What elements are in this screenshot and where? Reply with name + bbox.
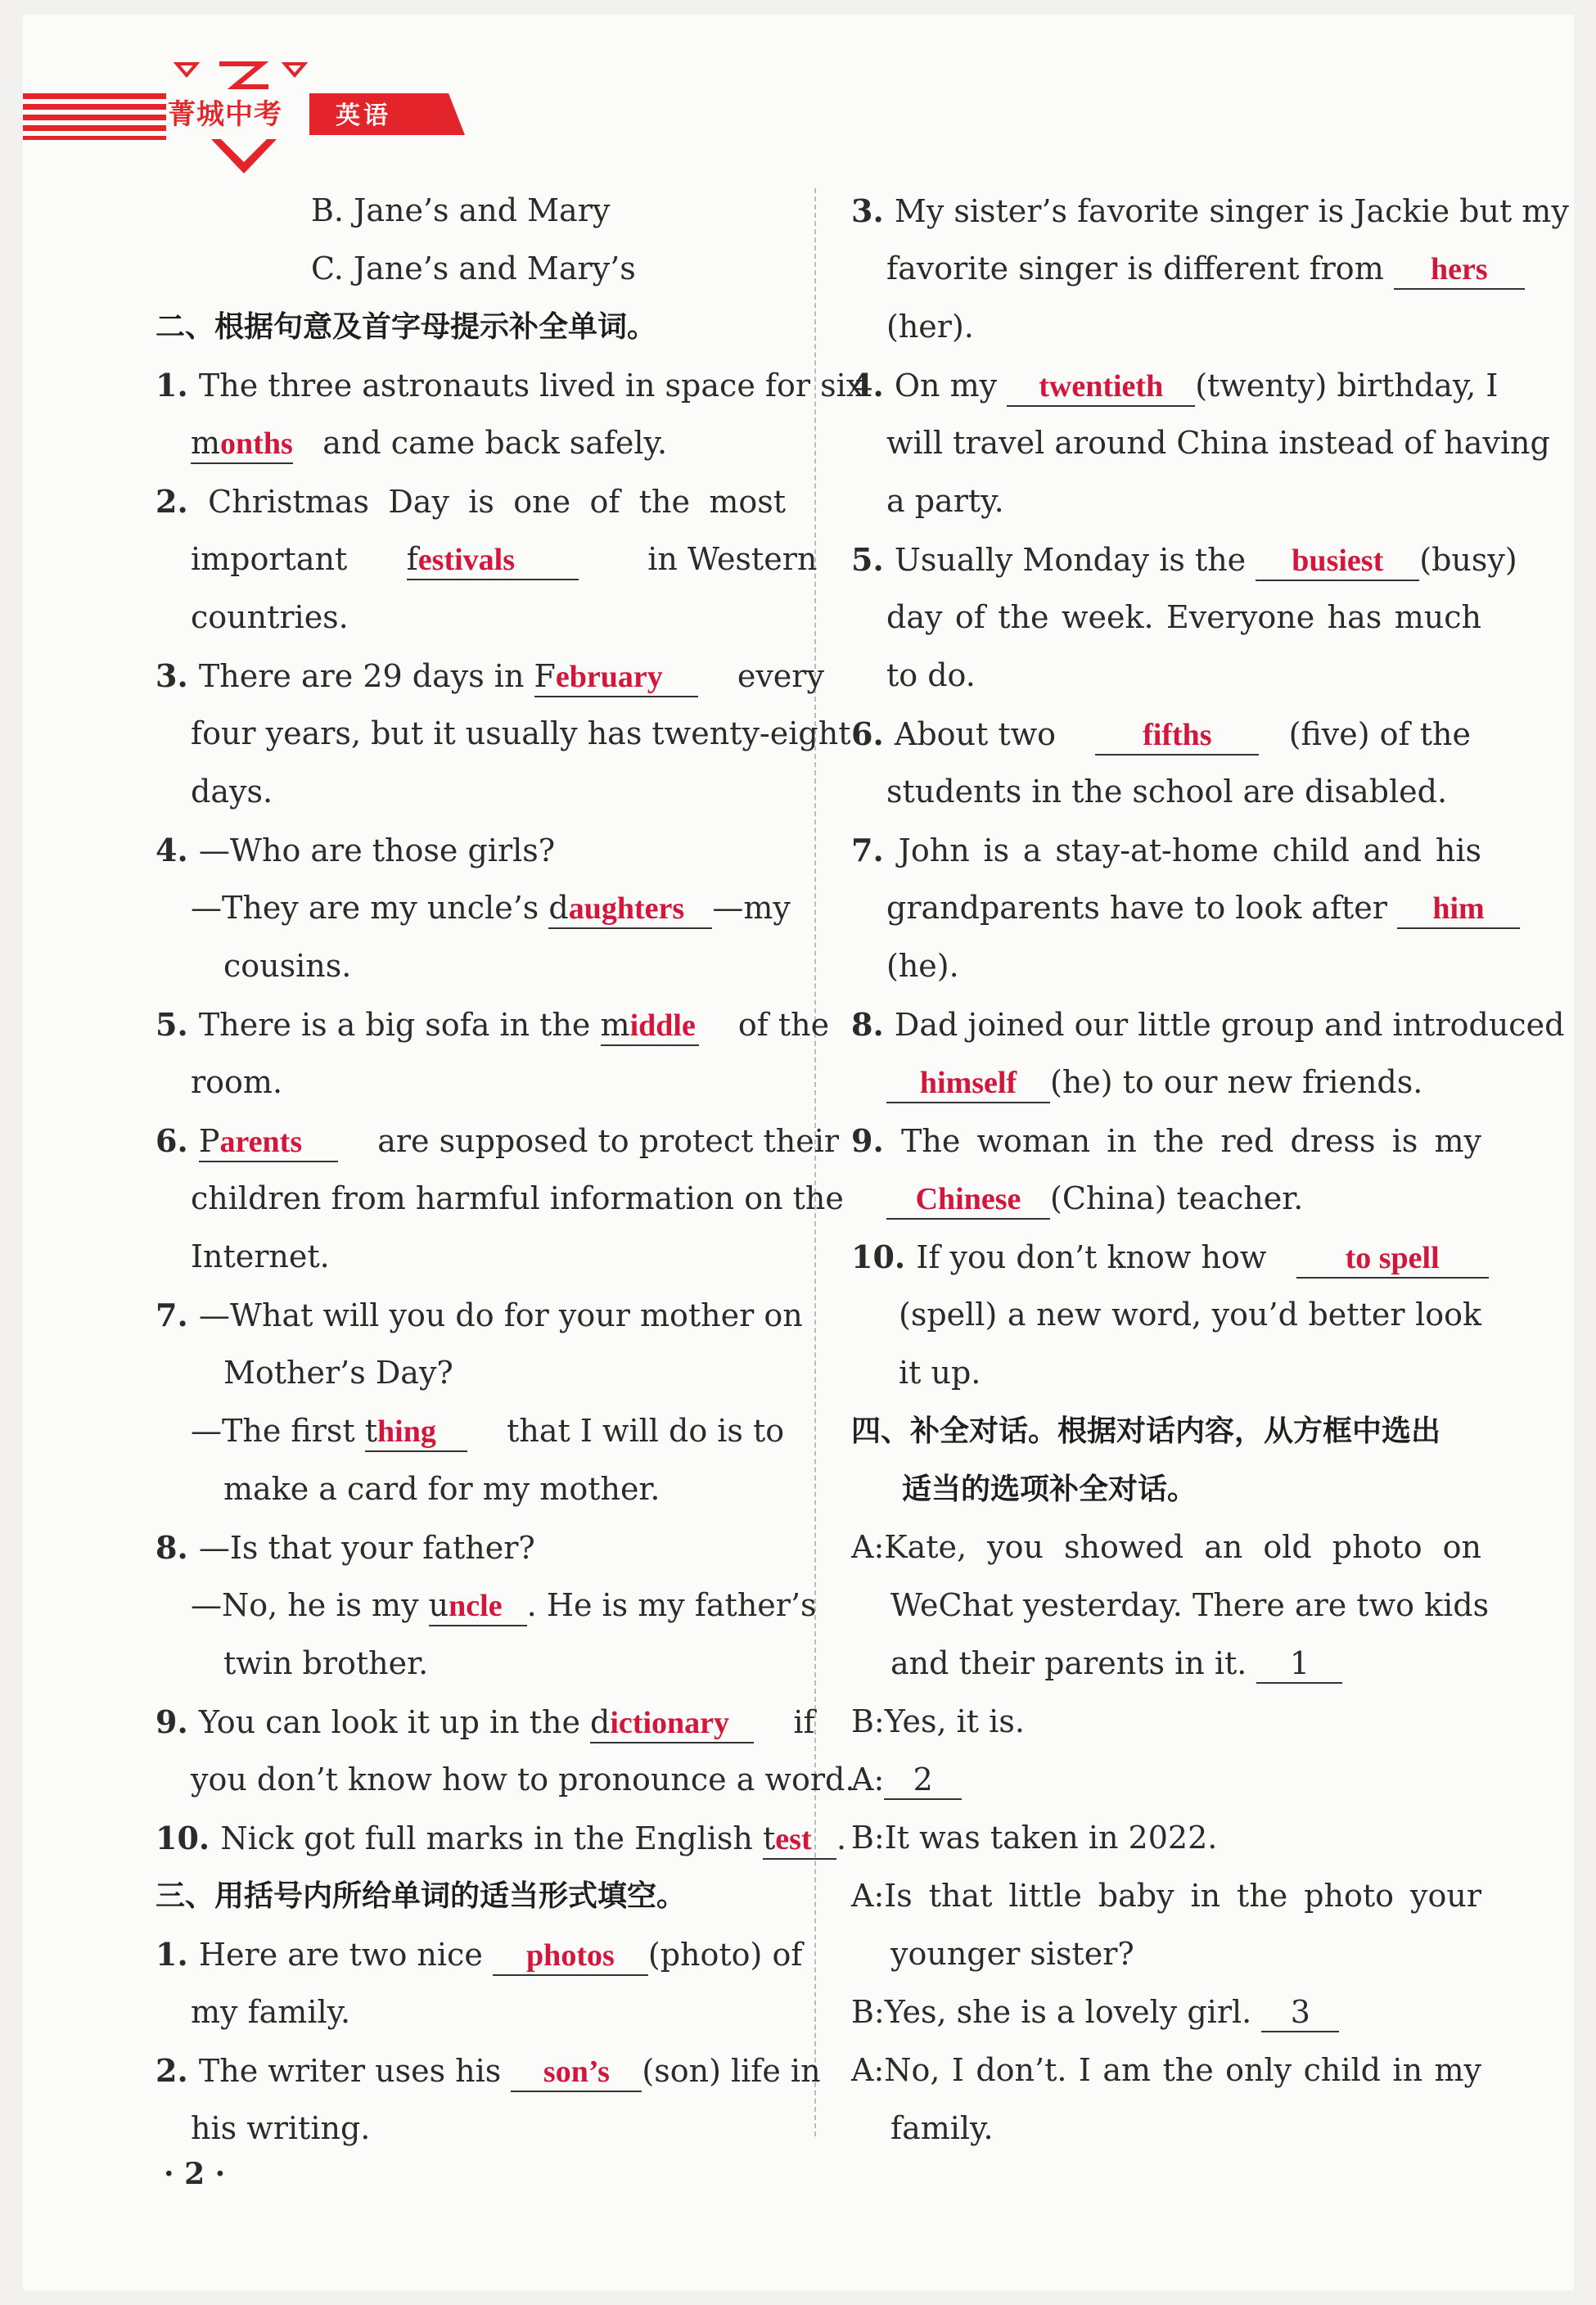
s2-q8-line2: —No, he is my uncle . He is my father’s bbox=[156, 1577, 786, 1635]
answer-blank: thing bbox=[365, 1412, 467, 1452]
answer-blank: test bbox=[763, 1820, 836, 1860]
answer-blank: uncle bbox=[429, 1586, 527, 1626]
dialog-blank-3: 3 bbox=[1261, 1993, 1339, 2032]
s2-q5-line2: room. bbox=[191, 1064, 283, 1100]
answer-blank: photos bbox=[493, 1936, 648, 1976]
s2-q2-line2: important festivals in Western bbox=[156, 530, 786, 589]
dialog-line-4: B:Yes, it is. bbox=[851, 1703, 1025, 1739]
dialog-line-8: younger sister? bbox=[890, 1936, 1134, 1972]
dialog-line-5: A: 2 bbox=[851, 1751, 1481, 1809]
answer-blank: busiest bbox=[1256, 541, 1419, 581]
section-2-title: 二、根据句意及首字母提示补全单词。 bbox=[156, 310, 657, 344]
brand-name: 菁城中考 bbox=[168, 98, 282, 131]
answer-blank: hers bbox=[1394, 250, 1525, 290]
s2-q1-line1: 1. The three astronauts lived in space for six bbox=[156, 367, 864, 404]
s2-q6-line1: 6. Parents are supposed to protect their bbox=[156, 1112, 786, 1170]
s2-q8-line3: twin brother. bbox=[223, 1645, 429, 1681]
s2-q2-line1: 2. Christmas Day is one of the most bbox=[156, 483, 786, 520]
s3-q3-line1: 3. My sister’s favorite singer is Jackie but my bbox=[851, 192, 1569, 229]
s3-q2-line2: his writing. bbox=[191, 2110, 371, 2146]
s3-q10-line2: (spell) a new word, you’d better look bbox=[899, 1297, 1481, 1333]
answer-blank: dictionary bbox=[590, 1703, 754, 1743]
option-b: B. Jane’s and Mary bbox=[311, 192, 611, 228]
s3-q7-line1: 7. John is a stay-at-home child and his bbox=[851, 832, 1482, 868]
section-4-title-cont: 适当的选项补全对话。 bbox=[902, 1473, 1197, 1506]
s3-q4-line2: will travel around China instead of having bbox=[886, 425, 1550, 461]
answer-blank: February bbox=[534, 657, 698, 697]
dialog-line-10: A:No, I don’t. I am the only child in my bbox=[851, 2052, 1481, 2088]
answer-blank: months bbox=[191, 424, 293, 464]
answer-blank: fifths bbox=[1095, 715, 1259, 756]
s2-q7-line1: 7. —What will you do for your mother on bbox=[156, 1297, 803, 1333]
dialog-line-9: B:Yes, she is a lovely girl. 3 bbox=[851, 1983, 1481, 2041]
s2-q5-line1: 5. There is a big sofa in the middle of the bbox=[156, 995, 786, 1053]
left-column bbox=[156, 182, 864, 2158]
option-c: C. Jane’s and Mary’s bbox=[311, 250, 636, 286]
s3-q1-line2: my family. bbox=[191, 1994, 351, 2030]
s2-q4-line1: 4. —Who are those girls? bbox=[156, 832, 556, 868]
answer-blank: himself bbox=[886, 1063, 1050, 1103]
s3-q10-line1: 10. If you don’t know how to spell bbox=[851, 1228, 1481, 1286]
s3-q3-line3: (her). bbox=[886, 309, 974, 345]
s2-q6-line3: Internet. bbox=[191, 1238, 330, 1274]
s2-q10-line1: 10. Nick got full marks in the English test . bbox=[156, 1809, 786, 1867]
answer-blank: Parents bbox=[199, 1122, 338, 1162]
s3-q5-line1: 5. Usually Monday is the busiest (busy) bbox=[851, 530, 1481, 589]
s2-q1-line2: months and came back safely. bbox=[156, 414, 786, 472]
s3-q8-line1: 8. Dad joined our little group and introduced bbox=[851, 1006, 1565, 1043]
s2-q3-line3: days. bbox=[191, 774, 273, 810]
right-column bbox=[851, 182, 1569, 2158]
s3-q6-line1: 6. About two fifths (five) of the bbox=[851, 705, 1481, 763]
s3-q5-line3: to do. bbox=[886, 657, 976, 693]
s2-q4-line2: —They are my uncle’s daughters —my bbox=[156, 879, 786, 937]
s3-q6-line2: students in the school are disabled. bbox=[886, 774, 1448, 810]
answer-blank: middle bbox=[601, 1006, 699, 1046]
s3-q9-line2: Chinese (China) teacher. bbox=[851, 1170, 1481, 1228]
answer-blank: twentieth bbox=[1007, 367, 1195, 407]
s3-q7-line2: grandparents have to look after him bbox=[851, 879, 1481, 937]
s3-q8-line2: himself (he) to our new friends. bbox=[851, 1053, 1481, 1112]
s2-q3-line2: four years, but it usually has twenty-eight bbox=[191, 715, 851, 751]
dialog-line-2: WeChat yesterday. There are two kids bbox=[890, 1587, 1490, 1623]
dialog-line-7: A:Is that little baby in the photo your bbox=[851, 1878, 1481, 1914]
s2-q6-line2: children from harmful information on the bbox=[191, 1180, 844, 1216]
answer-blank: Chinese bbox=[886, 1180, 1050, 1220]
answer-blank: son’s bbox=[511, 2052, 642, 2092]
dialog-line-6: B:It was taken in 2022. bbox=[851, 1820, 1218, 1856]
s2-q2-line3: countries. bbox=[191, 599, 349, 635]
s3-q1-line1: 1. Here are two nice photos (photo) of bbox=[156, 1925, 786, 1983]
section-4-title: 四、补全对话。根据对话内容，从方框中选出 bbox=[851, 1414, 1441, 1448]
s2-q7-line4: make a card for my mother. bbox=[223, 1471, 660, 1507]
s3-q5-line2: day of the week. Everyone has much bbox=[886, 599, 1481, 635]
s2-q9-line1: 9. You can look it up in the dictionary if bbox=[156, 1693, 786, 1751]
answer-blank: daughters bbox=[548, 889, 712, 929]
dialog-line-11: family. bbox=[890, 2110, 994, 2146]
s3-q4-line3: a party. bbox=[886, 483, 1004, 519]
s2-q8-line1: 8. —Is that your father? bbox=[156, 1529, 535, 1566]
subject-label: 英语 bbox=[336, 101, 391, 130]
answer-blank: him bbox=[1397, 889, 1520, 929]
page-number: · 2 · bbox=[164, 2157, 226, 2191]
s3-q7-line3: (he). bbox=[886, 948, 959, 984]
section-3-title: 三、用括号内所给单词的适当形式填空。 bbox=[156, 1879, 687, 1913]
answer-blank: festivals bbox=[407, 540, 579, 580]
s2-q7-line2: Mother’s Day? bbox=[223, 1355, 453, 1391]
s3-q9-line1: 9. The woman in the red dress is my bbox=[851, 1122, 1482, 1159]
dialog-blank-1: 1 bbox=[1256, 1644, 1342, 1684]
answer-blank: to spell bbox=[1296, 1238, 1489, 1279]
dialog-blank-2: 2 bbox=[884, 1761, 962, 1800]
s2-q7-line3: —The first thing that I will do is to bbox=[156, 1402, 786, 1460]
dialog-line-3: and their parents in it. 1 bbox=[851, 1635, 1481, 1693]
s3-q3-line2: favorite singer is different from hers bbox=[851, 240, 1481, 298]
s2-q3-line1: 3. There are 29 days in February every bbox=[156, 647, 786, 705]
s3-q4-line1: 4. On my twentieth (twenty) birthday, I bbox=[851, 356, 1481, 414]
s2-q4-line3: cousins. bbox=[223, 948, 352, 984]
dialog-line-1: A:Kate, you showed an old photo on bbox=[851, 1529, 1481, 1565]
s3-q2-line1: 2. The writer uses his son’s (son) life in bbox=[156, 2041, 786, 2100]
s2-q9-line2: you don’t know how to pronounce a word. bbox=[191, 1761, 855, 1798]
s3-q10-line3: it up. bbox=[899, 1355, 981, 1391]
